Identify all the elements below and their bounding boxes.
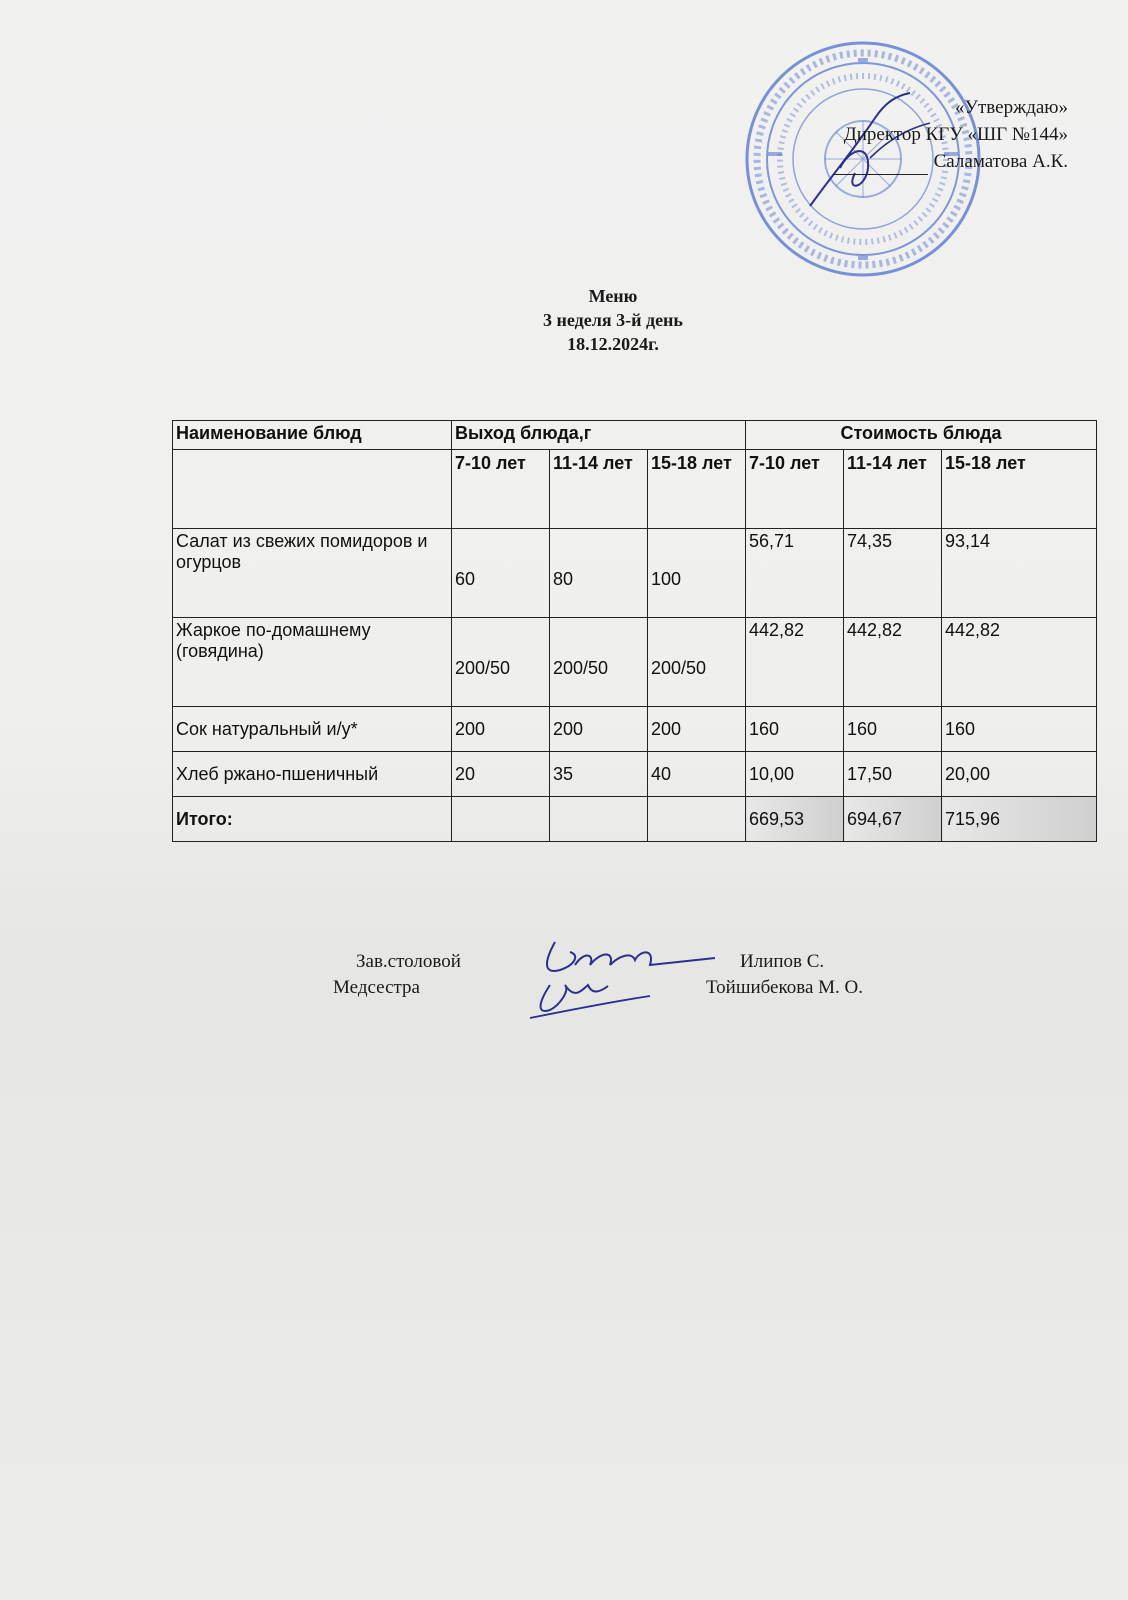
table-total-row [173, 797, 1097, 842]
cell-value: 74,35 [844, 529, 942, 618]
cell-value: 160 [942, 707, 1097, 752]
header-dish-name: Наименование блюд [173, 421, 452, 450]
cell-value: 40 [648, 752, 746, 797]
table-row [173, 707, 1097, 752]
cell-value: 56,71 [746, 529, 844, 618]
cell-value: 20,00 [942, 752, 1097, 797]
total-value: 669,53 [746, 797, 844, 842]
age-header: 7-10 лет [746, 450, 844, 529]
nurse-name: Тойшибекова М. О. [706, 977, 864, 998]
total-value: 694,67 [844, 797, 942, 842]
cell-value: 20 [452, 752, 550, 797]
menu-date: 18.12.2024г. [567, 334, 659, 354]
cell-value: 35 [550, 752, 648, 797]
cell-value: 100 [648, 529, 746, 618]
nurse-role: Медсестра [333, 977, 420, 998]
footer-signatures [520, 930, 720, 1030]
dish-name: Сок натуральный и/у* [173, 707, 452, 752]
header-empty-cell [173, 450, 452, 529]
cell-value [550, 797, 648, 842]
age-header: 15-18 лет [648, 450, 746, 529]
age-header: 11-14 лет [550, 450, 648, 529]
cell-value: 200/50 [452, 618, 550, 707]
menu-week-day: 3 неделя 3-й день [543, 310, 683, 330]
table-row [173, 529, 1097, 618]
table-row [173, 618, 1097, 707]
cell-value: 160 [844, 707, 942, 752]
cell-value: 80 [550, 529, 648, 618]
cell-value: 160 [746, 707, 844, 752]
cell-value: 60 [452, 529, 550, 618]
table-header-row [173, 421, 1097, 450]
cell-value: 17,50 [844, 752, 942, 797]
total-label: Итого: [173, 797, 452, 842]
cell-value [648, 797, 746, 842]
cell-value: 200/50 [550, 618, 648, 707]
cell-value: 200/50 [648, 618, 746, 707]
cell-value: 200 [452, 707, 550, 752]
cell-value: 200 [550, 707, 648, 752]
cell-value: 93,14 [942, 529, 1097, 618]
menu-heading [0, 284, 1128, 356]
menu-title: Меню [588, 286, 638, 306]
approval-line: «Утверждаю» [955, 97, 1068, 118]
canteen-head-name: Илипов С. [740, 951, 825, 972]
age-header: 11-14 лет [844, 450, 942, 529]
header-output: Выход блюда,г [452, 421, 746, 450]
dish-name: Хлеб ржано-пшеничный [173, 752, 452, 797]
director-title: Директор КГУ «ШГ №144» [843, 124, 1068, 145]
table-row [173, 752, 1097, 797]
table-age-row [173, 450, 1097, 529]
cell-value: 442,82 [844, 618, 942, 707]
dish-name: Салат из свежих помидоров и огурцов [173, 529, 452, 618]
age-header: 7-10 лет [452, 450, 550, 529]
header-cost: Стоимость блюда [746, 421, 1097, 450]
cell-value: 10,00 [746, 752, 844, 797]
cell-value: 200 [648, 707, 746, 752]
director-name: Саламатова А.К. [933, 151, 1068, 172]
dish-name: Жаркое по-домашнему (говядина) [173, 618, 452, 707]
total-value: 715,96 [942, 797, 1097, 842]
cell-value: 442,82 [942, 618, 1097, 707]
approval-block [833, 94, 1068, 175]
signature-blank [833, 154, 928, 175]
canteen-head-role: Зав.столовой [356, 951, 461, 972]
menu-table [172, 420, 1097, 842]
age-header: 15-18 лет [942, 450, 1097, 529]
director-sign-line [833, 148, 1068, 175]
cell-value [452, 797, 550, 842]
cell-value: 442,82 [746, 618, 844, 707]
